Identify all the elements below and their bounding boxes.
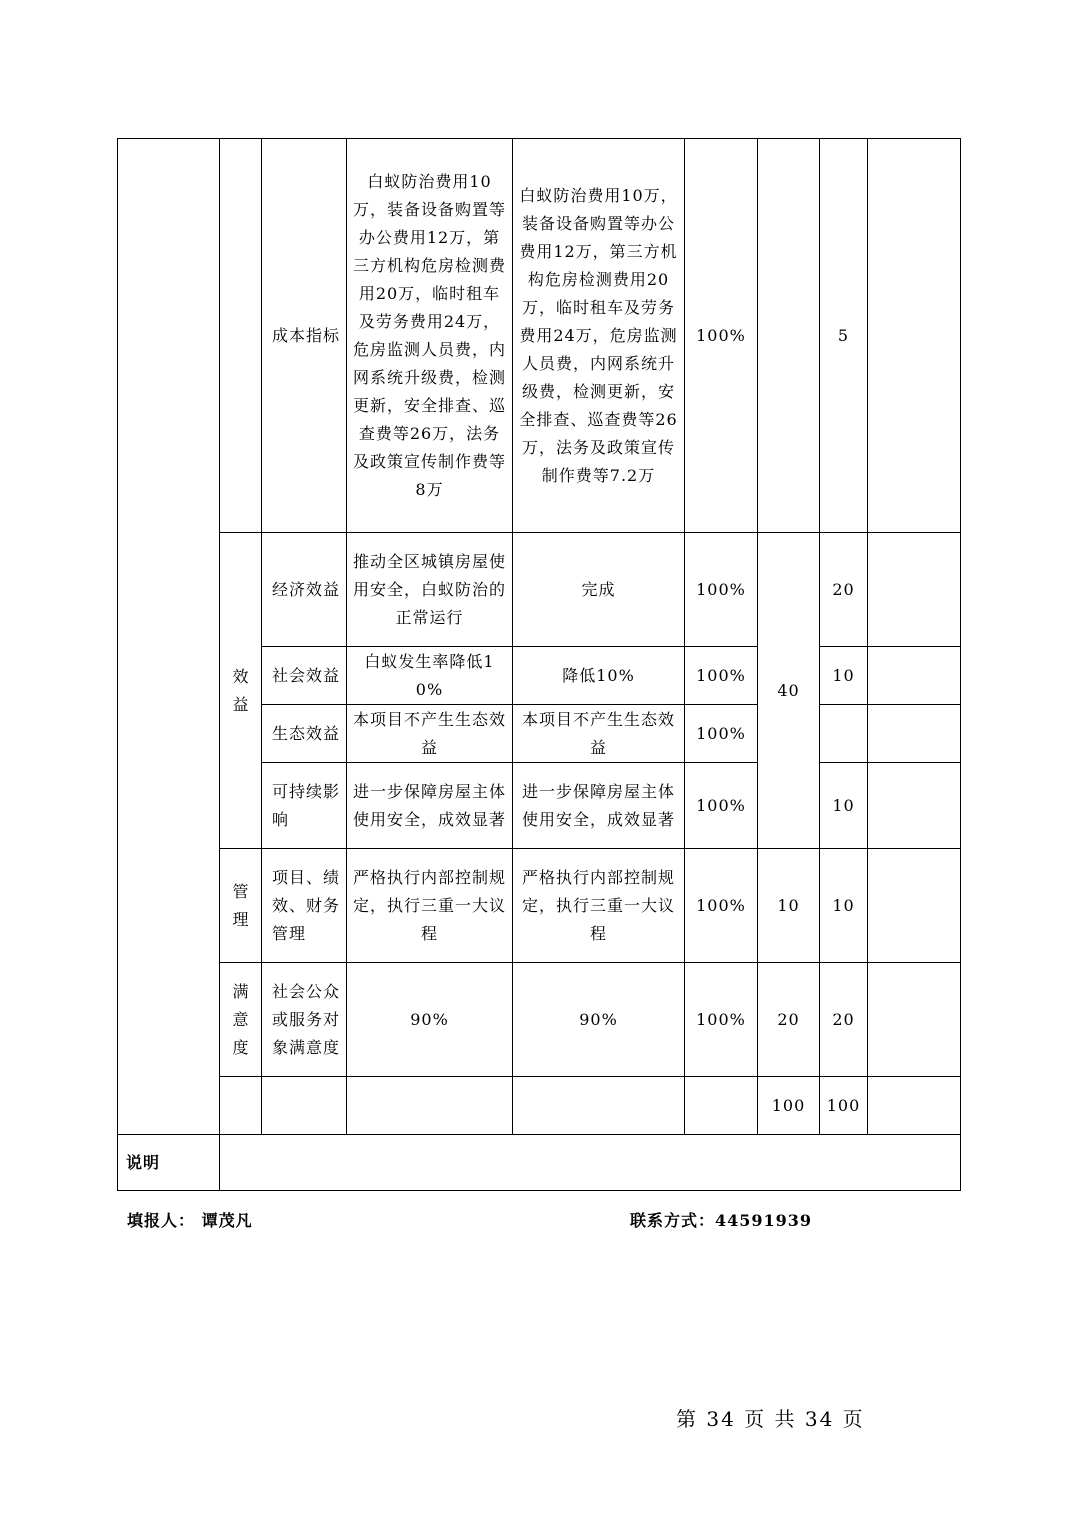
actual-cell: 90% [513,963,685,1077]
rate-cell: 100% [685,533,758,647]
actual-cell: 降低10% [513,647,685,705]
contact-label: 联系方式：44591939 [630,1211,813,1230]
group-cell-benefit: 效益 [220,533,262,849]
actual-cell: 进一步保障房屋主体使用安全，成效显著 [513,763,685,849]
indicator-cell: 社会效益 [262,647,347,705]
performance-table [117,138,961,1191]
score-cell: 10 [820,647,868,705]
table-row [118,533,961,647]
indicator-cell: 社会公众或服务对象满意度 [262,963,347,1077]
score-cell: 20 [820,963,868,1077]
actual-cell: 本项目不产生生态效益 [513,705,685,763]
actual-cell: 白蚁防治费用10万，装备设备购置等办公费用12万，第三方机构危房检测费用20万，临时租车及劳务费用24万，危房监测人员费，内网系统升级费，检测更新，安全排查、巡查费等26万，法务及政策宣传制作费等7.2万 [513,139,685,533]
weight-cell: 10 [758,849,820,963]
total-empty-cell [347,1077,513,1135]
score-cell [820,705,868,763]
target-cell: 白蚁防治费用10万，装备设备购置等办公费用12万，第三方机构危房检测费用20万，临时租车及劳务费用24万，危房监测人员费，内网系统升级费，检测更新，安全排查、巡查费等26万，法务及政策宣传制作费等8万 [347,139,513,533]
deviation-cell [868,139,961,533]
group-cell-satisfaction: 满意度 [220,963,262,1077]
indicator-cell: 生态效益 [262,705,347,763]
group-cell-management: 管理 [220,849,262,963]
score-cell: 10 [820,763,868,849]
score-cell: 10 [820,849,868,963]
indicator-cell: 成本指标 [262,139,347,533]
deviation-cell [868,849,961,963]
weight-cell: 20 [758,963,820,1077]
total-score-cell: 100 [820,1077,868,1135]
rate-cell: 100% [685,705,758,763]
rate-cell: 100% [685,763,758,849]
table-row [118,139,961,533]
total-weight-cell: 100 [758,1077,820,1135]
total-empty-cell [513,1077,685,1135]
indicator-cell: 经济效益 [262,533,347,647]
score-cell: 5 [820,139,868,533]
total-empty-cell [262,1077,347,1135]
actual-cell: 完成 [513,533,685,647]
target-cell: 白蚁发生率降低10% [347,647,513,705]
notes-row [118,1135,961,1191]
weight-cell: 40 [758,533,820,849]
deviation-cell [868,963,961,1077]
filler-label: 填报人： 谭茂凡 [127,1211,253,1230]
indicator-cell: 项目、绩效、财务管理 [262,849,347,963]
indicator-cell: 可持续影响 [262,763,347,849]
deviation-cell [868,1077,961,1135]
level2-cell [220,139,262,533]
target-cell: 推动全区城镇房屋使用安全，白蚁防治的正常运行 [347,533,513,647]
level1-cell [118,139,220,1135]
deviation-cell [868,763,961,849]
deviation-cell [868,647,961,705]
score-cell: 20 [820,533,868,647]
rate-cell: 100% [685,139,758,533]
table-row [118,963,961,1077]
rate-cell: 100% [685,647,758,705]
actual-cell: 严格执行内部控制规定，执行三重一大议程 [513,849,685,963]
target-cell: 严格执行内部控制规定，执行三重一大议程 [347,849,513,963]
rate-cell: 100% [685,849,758,963]
weight-cell [758,139,820,533]
deviation-cell [868,705,961,763]
target-cell: 进一步保障房屋主体使用安全，成效显著 [347,763,513,849]
total-empty-cell [685,1077,758,1135]
table-row [118,1077,961,1135]
total-empty-cell [220,1077,262,1135]
target-cell: 90% [347,963,513,1077]
rate-cell: 100% [685,963,758,1077]
table-row [118,849,961,963]
notes-label: 说明 [118,1135,220,1191]
deviation-cell [868,533,961,647]
page-number: 第 34 页 共 34 页 [676,1407,865,1431]
target-cell: 本项目不产生生态效益 [347,705,513,763]
notes-content [220,1135,961,1191]
